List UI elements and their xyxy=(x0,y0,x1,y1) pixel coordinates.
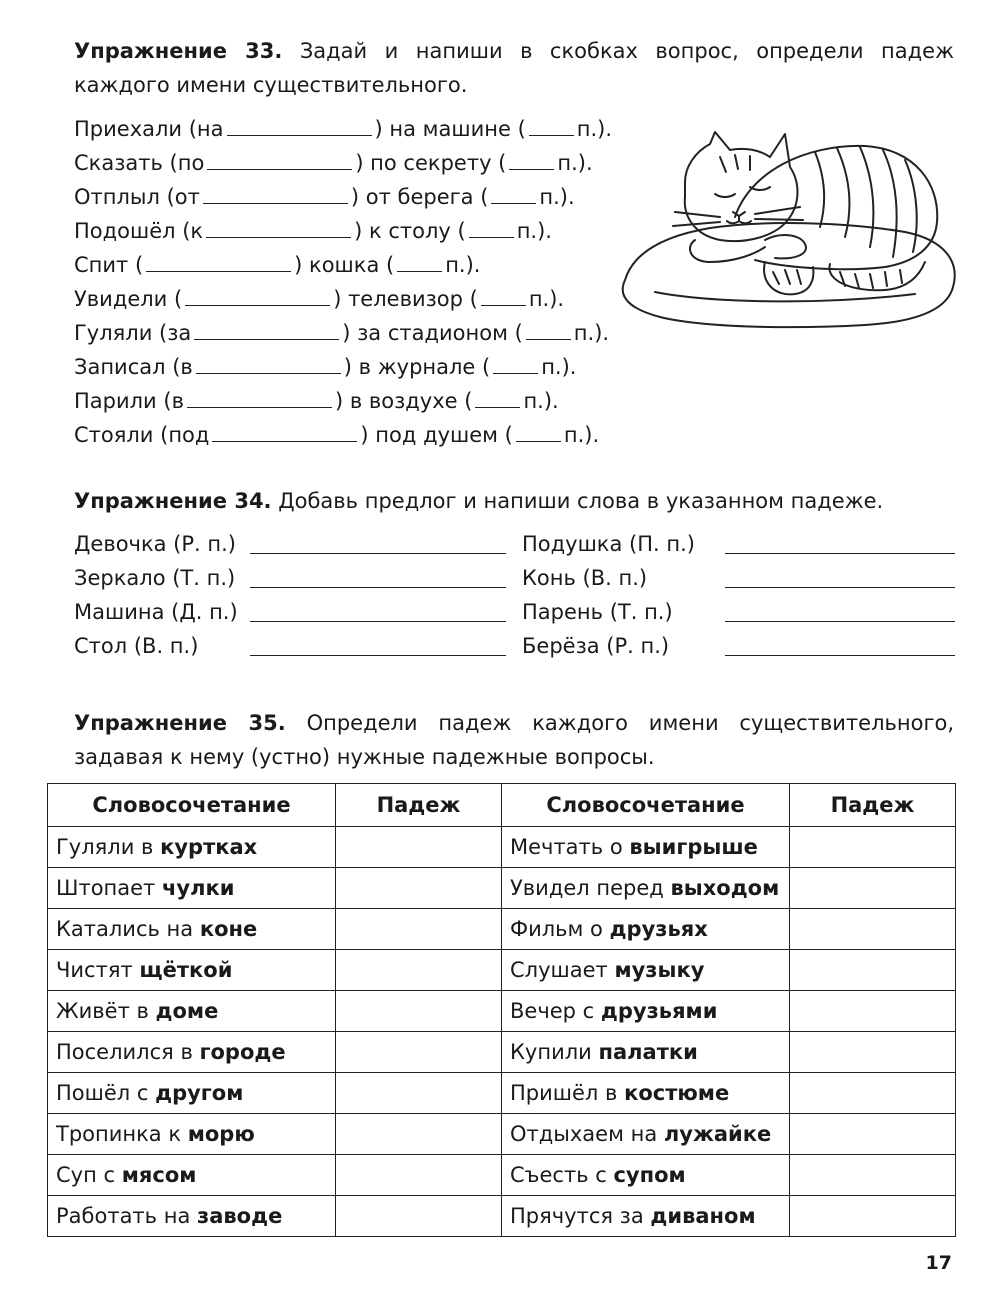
case-answer-cell[interactable] xyxy=(790,950,956,991)
phrase-noun: супом xyxy=(613,1163,686,1187)
phrase-cell xyxy=(48,991,336,1032)
case-answer-cell[interactable] xyxy=(790,991,956,1032)
phrase-noun: друзьях xyxy=(609,917,708,941)
table-row xyxy=(48,1032,956,1073)
phrase-cell xyxy=(502,868,790,909)
case-blank[interactable] xyxy=(481,285,526,306)
phrase-text: Работать на xyxy=(56,1204,191,1228)
phrase-cell xyxy=(502,1032,790,1073)
phrase-text: Штопает xyxy=(56,876,156,900)
ex34-answer-line[interactable] xyxy=(250,553,506,554)
phrase-cell xyxy=(48,827,336,868)
ex33-line-case: п.). xyxy=(557,151,593,175)
phrase-text: Пошёл с xyxy=(56,1081,149,1105)
question-blank[interactable] xyxy=(196,353,341,374)
exercise-33-text: Задай и напиши в скобках вопрос, определи падеж каждого имени существительного. xyxy=(74,39,954,97)
phrase-cell xyxy=(48,1114,336,1155)
ex33-line-middle: ) в журнале ( xyxy=(343,355,491,379)
exercise-34-text: Добавь предлог и напиши слова в указанном падеже. xyxy=(278,489,884,513)
ex33-line-middle: ) телевизор ( xyxy=(333,287,478,311)
ex33-line-start: Сказать (по xyxy=(74,151,205,175)
phrase-noun: городе xyxy=(199,1040,286,1064)
ex33-line-start: Отплыл (от xyxy=(74,185,200,209)
column-header-phrase: Словосочетание xyxy=(502,784,790,827)
phrase-noun: выходом xyxy=(670,876,780,900)
question-blank[interactable] xyxy=(185,285,330,306)
phrase-text: Фильм о xyxy=(510,917,603,941)
ex33-line-middle: ) от берега ( xyxy=(350,185,489,209)
exercise-35-text: Определи падеж каждого имени существительного, задавая к нему (устно) нужные падежные вопросы. xyxy=(74,711,954,769)
phrase-noun: другом xyxy=(155,1081,244,1105)
question-blank[interactable] xyxy=(203,183,348,204)
case-answer-cell[interactable] xyxy=(790,1073,956,1114)
phrase-cell xyxy=(502,909,790,950)
ex33-line xyxy=(74,112,612,146)
case-blank[interactable] xyxy=(475,387,520,408)
phrase-noun: музыку xyxy=(614,958,705,982)
case-answer-cell[interactable] xyxy=(336,827,502,868)
ex33-line-middle: ) за стадионом ( xyxy=(342,321,523,345)
exercise-33-number: Упражнение 33. xyxy=(74,39,283,63)
ex34-answer-line[interactable] xyxy=(250,655,506,656)
ex34-answer-line[interactable] xyxy=(725,655,955,656)
phrase-cell xyxy=(502,1114,790,1155)
phrase-cell xyxy=(502,950,790,991)
question-blank[interactable] xyxy=(206,217,351,238)
cat-tail xyxy=(829,262,925,290)
case-answer-cell[interactable] xyxy=(336,868,502,909)
column-header-case: Падеж xyxy=(790,784,956,827)
phrase-noun: морю xyxy=(187,1122,255,1146)
phrase-text: Вечер с xyxy=(510,999,595,1023)
table-header-row xyxy=(48,784,956,827)
phrase-cell xyxy=(502,1155,790,1196)
phrase-noun: диваном xyxy=(650,1204,756,1228)
ex33-line-case: п.). xyxy=(573,321,610,345)
ex33-line-start: Спит ( xyxy=(74,253,144,277)
ex33-line-start: Записал (в xyxy=(74,355,193,379)
column-header-case: Падеж xyxy=(336,784,502,827)
phrase-noun: щёткой xyxy=(139,958,233,982)
table-row xyxy=(48,868,956,909)
exercise-35-heading xyxy=(74,706,954,774)
ex33-line xyxy=(74,146,593,180)
phrase-text: Гуляли в xyxy=(56,835,154,859)
ex34-word: Девочка (Р. п.) xyxy=(74,532,236,556)
phrase-text: Мечтать о xyxy=(510,835,623,859)
phrase-text: Съесть с xyxy=(510,1163,607,1187)
ex33-line-case: п.). xyxy=(576,117,613,141)
case-blank[interactable] xyxy=(493,353,538,374)
ex34-answer-line[interactable] xyxy=(725,621,955,622)
table-row xyxy=(48,950,956,991)
ex33-line xyxy=(74,350,576,384)
phrase-noun: костюме xyxy=(624,1081,730,1105)
ex33-line xyxy=(74,384,559,418)
table-row xyxy=(48,991,956,1032)
table-row xyxy=(48,827,956,868)
question-blank[interactable] xyxy=(212,421,357,442)
phrase-cell xyxy=(48,868,336,909)
ex33-line xyxy=(74,214,552,248)
ex33-line-middle: ) на машине ( xyxy=(374,117,526,141)
case-blank[interactable] xyxy=(509,149,554,170)
phrase-cell xyxy=(48,1196,336,1237)
case-answer-cell[interactable] xyxy=(790,827,956,868)
case-answer-cell[interactable] xyxy=(790,1114,956,1155)
ex34-word: Конь (В. п.) xyxy=(522,566,648,590)
phrase-cell xyxy=(502,991,790,1032)
question-blank[interactable] xyxy=(207,149,352,170)
case-blank[interactable] xyxy=(491,183,536,204)
table-row xyxy=(48,1114,956,1155)
ex33-line-case: п.). xyxy=(541,355,577,379)
phrase-noun: мясом xyxy=(121,1163,197,1187)
exercise-34-heading xyxy=(74,484,954,518)
case-answer-cell[interactable] xyxy=(336,909,502,950)
phrase-text: Суп с xyxy=(56,1163,116,1187)
question-blank[interactable] xyxy=(194,319,339,340)
ex33-line-middle: ) в воздухе ( xyxy=(334,389,473,413)
ex33-line-case: п.). xyxy=(523,389,559,413)
exercise-35-number: Упражнение 35. xyxy=(74,711,286,735)
case-answer-cell[interactable] xyxy=(790,1155,956,1196)
ex34-word: Парень (Т. п.) xyxy=(522,600,673,624)
ex34-word: Машина (Д. п.) xyxy=(74,600,238,624)
ex34-word: Берёза (Р. п.) xyxy=(522,634,670,658)
cat-eye-left xyxy=(715,194,735,197)
table-row xyxy=(48,909,956,950)
ex34-word: Подушка (П. п.) xyxy=(522,532,695,556)
ex33-line-start: Гуляли (за xyxy=(74,321,192,345)
case-blank[interactable] xyxy=(469,217,514,238)
phrase-cell xyxy=(48,909,336,950)
phrase-cell xyxy=(48,950,336,991)
phrase-noun: выигрыше xyxy=(629,835,758,859)
phrase-text: Купили xyxy=(510,1040,592,1064)
phrase-cell xyxy=(48,1032,336,1073)
ex34-answer-line[interactable] xyxy=(250,587,506,588)
table-row xyxy=(48,1073,956,1114)
case-answer-cell[interactable] xyxy=(336,1073,502,1114)
ex33-line-start: Увидели ( xyxy=(74,287,183,311)
phrase-noun: палатки xyxy=(598,1040,698,1064)
phrase-noun: коне xyxy=(199,917,258,941)
case-answer-cell[interactable] xyxy=(336,950,502,991)
phrase-text: Чистят xyxy=(56,958,133,982)
pillow-outline xyxy=(623,223,955,327)
phrase-noun: куртках xyxy=(160,835,258,859)
case-blank[interactable] xyxy=(516,421,561,442)
table-row xyxy=(48,1155,956,1196)
question-blank[interactable] xyxy=(146,251,291,272)
phrase-noun: лужайке xyxy=(663,1122,772,1146)
phrase-cell xyxy=(48,1073,336,1114)
phrase-text: Увидел перед xyxy=(510,876,664,900)
ex34-answer-line[interactable] xyxy=(725,553,955,554)
question-blank[interactable] xyxy=(227,115,372,136)
ex33-line xyxy=(74,248,480,282)
exercise-34-number: Упражнение 34. xyxy=(74,489,272,513)
phrase-cell xyxy=(48,1155,336,1196)
phrase-text: Катались на xyxy=(56,917,194,941)
ex34-word: Зеркало (Т. п.) xyxy=(74,566,236,590)
phrase-text: Тропинка к xyxy=(56,1122,182,1146)
phrase-noun: друзьями xyxy=(600,999,718,1023)
ex33-line xyxy=(74,418,599,452)
phrase-text: Пришёл в xyxy=(510,1081,618,1105)
column-header-phrase: Словосочетание xyxy=(48,784,336,827)
ex33-line-case: п.). xyxy=(516,219,552,243)
phrase-cell xyxy=(502,1196,790,1237)
case-answer-cell[interactable] xyxy=(336,1032,502,1073)
phrase-noun: заводе xyxy=(197,1204,283,1228)
question-blank[interactable] xyxy=(187,387,332,408)
ex33-line xyxy=(74,282,564,316)
ex33-line-middle: ) к столу ( xyxy=(354,219,466,243)
ex33-line-middle: ) кошка ( xyxy=(294,253,395,277)
table-row xyxy=(48,1196,956,1237)
ex33-line-middle: ) под душем ( xyxy=(360,423,513,447)
ex33-line-case: п.). xyxy=(563,423,600,447)
ex33-line-case: п.). xyxy=(528,287,565,311)
phrase-text: Слушает xyxy=(510,958,608,982)
ex33-line-middle: ) по секрету ( xyxy=(355,151,507,175)
page-number: 17 xyxy=(925,1252,952,1274)
case-blank[interactable] xyxy=(526,319,571,340)
ex33-line xyxy=(74,180,575,214)
phrase-cell xyxy=(502,827,790,868)
ex34-answer-line[interactable] xyxy=(725,587,955,588)
ex33-line-start: Парили (в xyxy=(74,389,184,413)
ex33-line-start: Приехали (на xyxy=(74,117,224,141)
phrase-noun: чулки xyxy=(161,876,235,900)
ex34-word: Стол (В. п.) xyxy=(74,634,199,658)
phrase-cell xyxy=(502,1073,790,1114)
exercise-35-table xyxy=(47,783,956,1237)
case-answer-cell[interactable] xyxy=(790,868,956,909)
cat-paw-front xyxy=(690,240,765,262)
case-answer-cell[interactable] xyxy=(336,1114,502,1155)
exercise-33-heading xyxy=(74,34,954,102)
case-answer-cell[interactable] xyxy=(790,909,956,950)
ex33-line xyxy=(74,316,609,350)
case-answer-cell[interactable] xyxy=(790,1032,956,1073)
ex33-line-start: Стояли (под xyxy=(74,423,210,447)
phrase-text: Прячутся за xyxy=(510,1204,644,1228)
case-answer-cell[interactable] xyxy=(336,991,502,1032)
sleeping-cat-illustration xyxy=(615,122,965,332)
case-blank[interactable] xyxy=(529,115,574,136)
ex33-line-start: Подошёл (к xyxy=(74,219,204,243)
ex34-answer-line[interactable] xyxy=(250,621,506,622)
case-answer-cell[interactable] xyxy=(336,1196,502,1237)
case-answer-cell[interactable] xyxy=(336,1155,502,1196)
ex33-line-case: п.). xyxy=(445,253,481,277)
phrase-noun: доме xyxy=(155,999,219,1023)
case-answer-cell[interactable] xyxy=(790,1196,956,1237)
phrase-text: Отдыхаем на xyxy=(510,1122,658,1146)
ex33-line-case: п.). xyxy=(539,185,575,209)
phrase-text: Поселился в xyxy=(56,1040,193,1064)
case-blank[interactable] xyxy=(397,251,442,272)
phrase-text: Живёт в xyxy=(56,999,149,1023)
